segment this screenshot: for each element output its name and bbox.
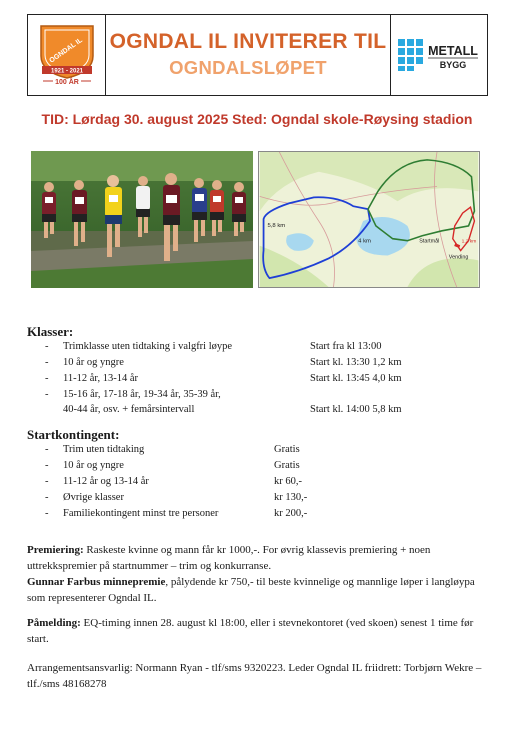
- title-cell: [106, 15, 391, 95]
- contact-paragraph: Arrangementsansvarlig: Normann Ryan - tlf/sms 9320223. Leder Ogndal IL friidrett: Torbjørn Wekre – tlf./sms 48168278: [27, 662, 482, 690]
- event-name: OGNDALSLØPET: [169, 56, 327, 78]
- fee-price: kr 200,-: [274, 508, 308, 519]
- fee-label: 10 år og yngre: [63, 460, 124, 471]
- pamelding-text: EQ-timing innen 28. august kl 18:00, eller i stevnekontoret (ved skoen) senest 1 time før start.: [27, 617, 474, 645]
- klasse-start: Start fra kl 13:00: [310, 341, 382, 352]
- logo-years: 1921 - 2021: [50, 68, 83, 75]
- header-box: [27, 14, 488, 96]
- klasse-label-line2: 40-44 år, osv. + femårsintervall: [63, 404, 195, 415]
- minnepremie-label: Gunnar Farbus minnepremie: [27, 576, 166, 588]
- ogndal-il-logo: [35, 20, 99, 90]
- invitation-title: OGNDAL IL INVITERER TIL: [109, 30, 387, 54]
- club-logo-cell: [28, 15, 106, 95]
- bullet-dash: -: [45, 389, 49, 400]
- map-label-vending: Vending: [448, 254, 469, 261]
- bullet-dash: -: [45, 508, 49, 519]
- sponsor-logo-cell: [391, 15, 487, 95]
- bullet-dash: -: [45, 357, 49, 368]
- bullet-dash: -: [45, 444, 49, 455]
- map-label-5-8km: 5,8 km: [267, 222, 286, 229]
- bullet-dash: -: [45, 476, 49, 487]
- pamelding-paragraph: [27, 615, 482, 647]
- map-label-1-2km: 1,2 km: [461, 239, 477, 245]
- premiering-label: Premiering:: [27, 544, 84, 556]
- fee-label: 11-12 år og 13-14 år: [63, 476, 149, 487]
- logo-anniversary: 100 ÅR: [54, 79, 79, 86]
- map-label-startmal: Startmål: [419, 238, 440, 245]
- pamelding-label: Påmelding:: [27, 617, 81, 629]
- route-map: [258, 151, 480, 288]
- time-place-line: TID: Lørdag 30. august 2025 Sted: Ogndal skole-Røysing stadion: [41, 111, 473, 127]
- map-label-4km: 4 km: [358, 238, 371, 245]
- sponsor-line1: METALL: [428, 44, 478, 58]
- minnepremie-text: , pålydende kr 750,- til beste kvinnelige og mannlige løper i langløypa som representerer Ogndal IL.: [27, 576, 475, 604]
- premiering-paragraph: [27, 542, 482, 606]
- klasser-heading: Klasser:: [27, 324, 74, 339]
- runners-photo: [31, 151, 253, 288]
- metallbygg-logo: [397, 35, 481, 75]
- bullet-dash: -: [45, 492, 49, 503]
- klasse-label: 10 år og yngre: [63, 357, 124, 368]
- fee-price: Gratis: [274, 444, 300, 455]
- bullet-dash: -: [45, 373, 49, 384]
- klasse-label: Trimklasse uten tidtaking i valgfri løype: [63, 341, 233, 352]
- fee-label: Øvrige klasser: [63, 492, 124, 503]
- klasse-start: Start kl. 13:45 4,0 km: [310, 373, 402, 384]
- fee-price: Gratis: [274, 460, 300, 471]
- fee-price: kr 130,-: [274, 492, 308, 503]
- klasse-start: Start kl. 13:30 1,2 km: [310, 357, 402, 368]
- bullet-dash: -: [45, 341, 49, 352]
- klasse-label: 15-16 år, 17-18 år, 19-34 år, 35-39 år,: [63, 389, 221, 400]
- startkontingent-heading: Startkontingent:: [27, 427, 120, 442]
- fee-price: kr 60,-: [274, 476, 302, 487]
- sponsor-line2: BYGG: [439, 60, 467, 70]
- klasse-label: 11-12 år, 13-14 år: [63, 373, 138, 384]
- bullet-dash: -: [45, 460, 49, 471]
- logo-name: OGNDAL IL: [47, 36, 84, 65]
- premiering-text: Raskeste kvinne og mann får kr 1000,-. For øvrig klassevis premiering + noen uttrekkspremier på startnummer – trim og konkurranse.: [27, 544, 431, 572]
- fee-label: Trim uten tidtaking: [63, 444, 145, 455]
- klasse-start: Start kl. 14:00 5,8 km: [310, 404, 402, 415]
- fee-label: Familiekontingent minst tre personer: [63, 508, 219, 519]
